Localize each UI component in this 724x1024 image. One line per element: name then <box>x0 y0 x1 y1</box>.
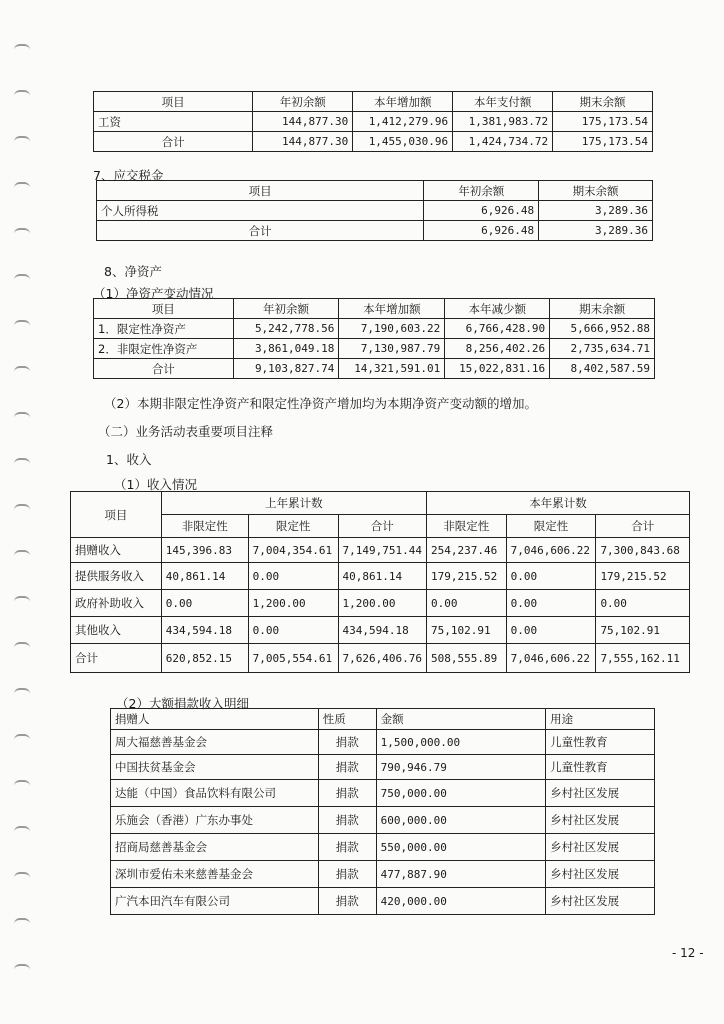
cell: 深圳市爱佑未来慈善基金会 <box>111 861 319 888</box>
cell: 乡村社区发展 <box>546 888 655 915</box>
cell: 0.00 <box>427 590 507 617</box>
section-8-subtitle: （1）净资产变动情况 <box>93 286 214 301</box>
page-number: - 12 - <box>672 946 704 960</box>
cell: 乐施会（香港）广东办事处 <box>111 807 319 834</box>
table-row <box>94 112 653 132</box>
cell: 175,173.54 <box>553 132 653 152</box>
cell: 乡村社区发展 <box>546 861 655 888</box>
cell: 175,173.54 <box>553 112 653 132</box>
cell: 2．非限定性净资产 <box>94 339 234 359</box>
cell: 1,200.00 <box>248 590 338 617</box>
cell: 144,877.30 <box>253 132 353 152</box>
header-cell: 捐赠人 <box>111 709 319 730</box>
cell: 8,256,402.26 <box>445 339 550 359</box>
cell: 0.00 <box>506 617 596 644</box>
table-row <box>111 888 655 915</box>
cell: 620,852.15 <box>161 644 248 673</box>
cell: 捐款 <box>318 834 376 861</box>
cell: 广汽本田汽车有限公司 <box>111 888 319 915</box>
cell: 1,200.00 <box>338 590 426 617</box>
header-cell: 非限定性 <box>161 515 248 538</box>
header-cell: 本年支付额 <box>453 92 553 112</box>
cell: 0.00 <box>248 563 338 590</box>
cell: 2,735,634.71 <box>550 339 655 359</box>
cell: 其他收入 <box>71 617 162 644</box>
cell: 达能（中国）食品饮料有限公司 <box>111 780 319 807</box>
cell: 个人所得税 <box>97 201 424 221</box>
cell: 6,926.48 <box>424 221 539 241</box>
cell: 1,381,983.72 <box>453 112 553 132</box>
cell: 6,926.48 <box>424 201 539 221</box>
cell: 7,190,603.22 <box>339 319 445 339</box>
cell: 7,046,606.22 <box>506 538 596 563</box>
cell: 750,000.00 <box>376 780 546 807</box>
cell: 5,666,952.88 <box>550 319 655 339</box>
cell: 中国扶贫基金会 <box>111 755 319 780</box>
cell: 7,555,162.11 <box>596 644 690 673</box>
cell: 捐款 <box>318 755 376 780</box>
cell: 3,289.36 <box>539 201 653 221</box>
table-row <box>71 617 690 644</box>
cell: 7,130,987.79 <box>339 339 445 359</box>
header-cell: 项目 <box>71 492 162 538</box>
table-header-row <box>111 709 655 730</box>
header-cell: 金额 <box>376 709 546 730</box>
cell: 144,877.30 <box>253 112 353 132</box>
table-row <box>111 780 655 807</box>
cell: 145,396.83 <box>161 538 248 563</box>
table-row <box>71 563 690 590</box>
cell: 15,022,831.16 <box>445 359 550 379</box>
cell: 1,500,000.00 <box>376 730 546 755</box>
cell: 捐款 <box>318 861 376 888</box>
header-cell: 本年增加额 <box>339 299 445 319</box>
net-assets-note: （2）本期非限定性净资产和限定性净资产增加均为本期净资产变动额的增加。 <box>104 396 537 411</box>
table-row <box>111 861 655 888</box>
table-row <box>111 755 655 780</box>
header-cell: 限定性 <box>506 515 596 538</box>
section-8-title: 8、净资产 <box>104 264 162 279</box>
cell: 14,321,591.01 <box>339 359 445 379</box>
header-cell: 合计 <box>338 515 426 538</box>
donations-table <box>110 708 655 915</box>
cell: 600,000.00 <box>376 807 546 834</box>
table-header-row <box>94 299 655 319</box>
cell: 40,861.14 <box>338 563 426 590</box>
tax-table <box>96 180 653 241</box>
header-cell: 上年累计数 <box>161 492 426 515</box>
income-subheading: （1）收入情况 <box>114 477 197 492</box>
cell: 9,103,827.74 <box>233 359 339 379</box>
cell: 合计 <box>71 644 162 673</box>
cell: 3,289.36 <box>539 221 653 241</box>
cell: 捐赠收入 <box>71 538 162 563</box>
income-table <box>70 491 690 673</box>
cell: 0.00 <box>161 590 248 617</box>
cell: 7,046,606.22 <box>506 644 596 673</box>
header-cell: 性质 <box>318 709 376 730</box>
table-header-row <box>94 92 653 112</box>
header-cell: 本年累计数 <box>427 492 690 515</box>
cell: 1,412,279.96 <box>353 112 453 132</box>
cell: 捐款 <box>318 888 376 915</box>
header-cell: 本年增加额 <box>353 92 453 112</box>
cell: 乡村社区发展 <box>546 807 655 834</box>
cell: 乡村社区发展 <box>546 780 655 807</box>
table-row <box>94 319 655 339</box>
cell: 0.00 <box>248 617 338 644</box>
header-cell: 项目 <box>94 92 253 112</box>
table-row <box>111 807 655 834</box>
cell: 7,005,554.61 <box>248 644 338 673</box>
table-header-row <box>71 492 690 515</box>
cell: 254,237.46 <box>427 538 507 563</box>
cell: 招商局慈善基金会 <box>111 834 319 861</box>
cell: 合计 <box>94 132 253 152</box>
cell: 8,402,587.59 <box>550 359 655 379</box>
cell: 合计 <box>94 359 234 379</box>
cell: 1．限定性净资产 <box>94 319 234 339</box>
table-row <box>71 538 690 563</box>
cell: 40,861.14 <box>161 563 248 590</box>
header-cell: 非限定性 <box>427 515 507 538</box>
table-row <box>71 644 690 673</box>
header-cell: 项目 <box>94 299 234 319</box>
cell: 179,215.52 <box>427 563 507 590</box>
cell: 6,766,428.90 <box>445 319 550 339</box>
cell: 7,626,406.76 <box>338 644 426 673</box>
header-cell: 项目 <box>97 181 424 201</box>
table-row <box>111 834 655 861</box>
header-cell: 年初余额 <box>424 181 539 201</box>
section-7-title: 7、应交税金 <box>93 168 164 183</box>
table-row <box>94 339 655 359</box>
cell: 179,215.52 <box>596 563 690 590</box>
table-row <box>71 590 690 617</box>
net-assets-table <box>93 298 655 379</box>
header-cell: 期末余额 <box>539 181 653 201</box>
cell: 周大福慈善基金会 <box>111 730 319 755</box>
table-subheader-row <box>71 515 690 538</box>
cell: 提供服务收入 <box>71 563 162 590</box>
cell: 捐款 <box>318 780 376 807</box>
header-cell: 合计 <box>596 515 690 538</box>
donations-title: （2）大额捐款收入明细 <box>116 696 249 711</box>
cell: 3,861,049.18 <box>233 339 339 359</box>
cell: 7,149,751.44 <box>338 538 426 563</box>
cell: 477,887.90 <box>376 861 546 888</box>
cell: 1,455,030.96 <box>353 132 453 152</box>
cell: 75,102.91 <box>596 617 690 644</box>
cell: 儿童性教育 <box>546 730 655 755</box>
cell: 550,000.00 <box>376 834 546 861</box>
table-row <box>94 132 653 152</box>
header-cell: 年初余额 <box>253 92 353 112</box>
cell: 434,594.18 <box>161 617 248 644</box>
table-row <box>111 730 655 755</box>
header-cell: 限定性 <box>248 515 338 538</box>
cell: 5,242,778.56 <box>233 319 339 339</box>
header-cell: 期末余额 <box>553 92 653 112</box>
cell: 434,594.18 <box>338 617 426 644</box>
cell: 政府补助收入 <box>71 590 162 617</box>
table-row <box>97 201 653 221</box>
table-row <box>94 359 655 379</box>
cell: 0.00 <box>506 563 596 590</box>
table-header-row <box>97 181 653 201</box>
cell: 捐款 <box>318 807 376 834</box>
cell: 7,300,843.68 <box>596 538 690 563</box>
cell: 7,004,354.61 <box>248 538 338 563</box>
table-row <box>97 221 653 241</box>
header-cell: 用途 <box>546 709 655 730</box>
cell: 0.00 <box>506 590 596 617</box>
cell: 1,424,734.72 <box>453 132 553 152</box>
salary-table <box>93 91 653 152</box>
header-cell: 期末余额 <box>550 299 655 319</box>
cell: 工资 <box>94 112 253 132</box>
cell: 75,102.91 <box>427 617 507 644</box>
cell: 0.00 <box>596 590 690 617</box>
cell: 790,946.79 <box>376 755 546 780</box>
cell: 儿童性教育 <box>546 755 655 780</box>
section-b-title: （二）业务活动表重要项目注释 <box>98 424 274 439</box>
cell: 乡村社区发展 <box>546 834 655 861</box>
header-cell: 本年减少额 <box>445 299 550 319</box>
cell: 420,000.00 <box>376 888 546 915</box>
header-cell: 年初余额 <box>233 299 339 319</box>
cell: 508,555.89 <box>427 644 507 673</box>
cell: 捐款 <box>318 730 376 755</box>
income-heading: 1、收入 <box>106 452 152 467</box>
cell: 合计 <box>97 221 424 241</box>
